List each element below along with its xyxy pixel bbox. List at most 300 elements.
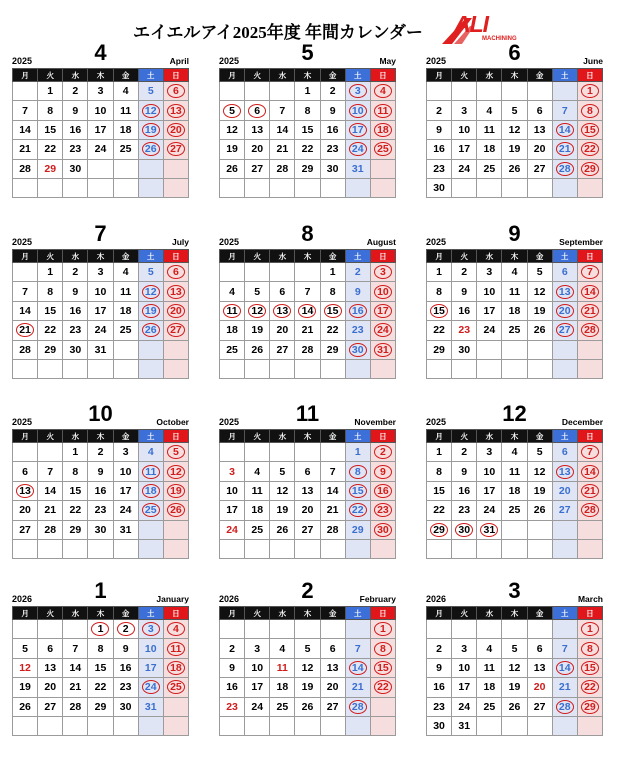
- day-cell: 24: [370, 321, 395, 340]
- day-cell: 2: [345, 263, 370, 282]
- day-cell: 17: [88, 120, 113, 139]
- empty-cell: [345, 178, 370, 197]
- day-cell: 25: [502, 501, 527, 520]
- day-cell: 29: [38, 340, 63, 359]
- day-cell: 17: [370, 301, 395, 320]
- week-row: [13, 159, 189, 178]
- empty-cell: [552, 178, 577, 197]
- empty-cell: [113, 159, 138, 178]
- holiday-circle: [581, 84, 599, 98]
- weekday-header: 日: [163, 69, 188, 82]
- month-calendar: [426, 221, 603, 379]
- empty-cell: [38, 178, 63, 197]
- day-cell: 4: [220, 282, 245, 301]
- empty-cell: [13, 539, 38, 558]
- month-year: 2025: [12, 237, 33, 247]
- empty-cell: [13, 82, 38, 101]
- day-cell: 1: [38, 82, 63, 101]
- weekday-header: 月: [427, 250, 452, 263]
- day-cell: 21: [38, 501, 63, 520]
- holiday-circle: [167, 304, 185, 318]
- day-cell: 14: [13, 301, 38, 320]
- weekday-header: 土: [345, 250, 370, 263]
- day-cell: 10: [138, 639, 163, 658]
- day-cell: 5: [502, 639, 527, 658]
- holiday-circle: [374, 265, 392, 279]
- holiday-circle: [581, 323, 599, 337]
- day-cell: 30: [63, 340, 88, 359]
- day-cell: 28: [552, 159, 577, 178]
- holiday-circle: [142, 104, 160, 118]
- day-cell: 22: [38, 321, 63, 340]
- day-cell: 27: [38, 697, 63, 716]
- month-table: [12, 68, 189, 198]
- month-english-name: November: [354, 417, 396, 427]
- empty-cell: [502, 178, 527, 197]
- holiday-circle: [167, 445, 185, 459]
- day-cell: 25: [245, 520, 270, 539]
- weekday-header: 月: [220, 430, 245, 443]
- holiday-circle: [167, 642, 185, 656]
- day-cell: 30: [320, 159, 345, 178]
- empty-cell: [427, 82, 452, 101]
- day-cell: 3: [138, 620, 163, 639]
- day-cell: 11: [113, 282, 138, 301]
- month-header: [12, 401, 189, 429]
- day-cell: 30: [452, 520, 477, 539]
- week-row: [427, 359, 603, 378]
- month-number: 3: [508, 578, 521, 603]
- weekday-header: 水: [63, 430, 88, 443]
- day-cell: 24: [113, 501, 138, 520]
- month-number: 6: [508, 40, 521, 65]
- day-cell: 28: [13, 340, 38, 359]
- day-cell: 7: [63, 639, 88, 658]
- day-cell: 3: [245, 639, 270, 658]
- month-table: [426, 68, 603, 198]
- day-cell: 4: [245, 462, 270, 481]
- day-cell: 29: [345, 520, 370, 539]
- holiday-circle: [556, 285, 574, 299]
- weekday-header: 土: [552, 430, 577, 443]
- month-year: 2025: [426, 237, 447, 247]
- holiday-circle: [581, 265, 599, 279]
- day-cell: 20: [163, 120, 188, 139]
- day-cell: 3: [345, 82, 370, 101]
- holiday-circle: [117, 622, 135, 636]
- day-cell: 7: [38, 462, 63, 481]
- holiday-circle: [374, 285, 392, 299]
- empty-cell: [38, 359, 63, 378]
- week-row: [220, 658, 396, 677]
- weekday-header: 水: [270, 430, 295, 443]
- holiday-circle: [581, 465, 599, 479]
- week-row: [220, 716, 396, 735]
- day-cell: 17: [345, 120, 370, 139]
- day-cell: 27: [163, 321, 188, 340]
- empty-cell: [245, 178, 270, 197]
- weekday-header: 水: [270, 69, 295, 82]
- day-cell: 5: [502, 101, 527, 120]
- weekday-header: 火: [452, 69, 477, 82]
- day-cell: 23: [63, 140, 88, 159]
- day-cell: 30: [113, 697, 138, 716]
- day-cell: 24: [477, 501, 502, 520]
- empty-cell: [452, 178, 477, 197]
- month-year: 2025: [426, 417, 447, 427]
- week-row: [13, 82, 189, 101]
- week-row: [13, 340, 189, 359]
- empty-cell: [320, 716, 345, 735]
- week-row: [13, 620, 189, 639]
- day-cell: 26: [527, 321, 552, 340]
- weekday-header: 水: [477, 607, 502, 620]
- week-row: [427, 443, 603, 462]
- week-row: [220, 481, 396, 500]
- day-cell: 7: [577, 443, 602, 462]
- empty-cell: [245, 620, 270, 639]
- day-cell: 5: [527, 263, 552, 282]
- holiday-circle: [556, 465, 574, 479]
- holiday-circle: [374, 642, 392, 656]
- weekday-header: 金: [113, 69, 138, 82]
- day-cell: 7: [270, 101, 295, 120]
- day-cell: 1: [345, 443, 370, 462]
- day-cell: 1: [320, 263, 345, 282]
- day-cell: 9: [320, 101, 345, 120]
- month-header: [219, 578, 396, 606]
- day-cell: 25: [138, 501, 163, 520]
- week-row: [13, 462, 189, 481]
- day-cell: 21: [13, 140, 38, 159]
- day-cell: 22: [577, 140, 602, 159]
- day-cell: 13: [163, 282, 188, 301]
- empty-cell: [270, 443, 295, 462]
- day-cell: 21: [552, 140, 577, 159]
- day-cell: 26: [295, 697, 320, 716]
- day-cell: 18: [477, 678, 502, 697]
- weekday-header: 火: [452, 430, 477, 443]
- day-cell: 10: [452, 120, 477, 139]
- day-cell: 23: [63, 321, 88, 340]
- day-cell: 19: [220, 140, 245, 159]
- day-cell: 25: [502, 321, 527, 340]
- empty-cell: [63, 539, 88, 558]
- day-cell: 8: [38, 101, 63, 120]
- week-row: [13, 178, 189, 197]
- empty-cell: [138, 178, 163, 197]
- empty-cell: [163, 159, 188, 178]
- day-cell: 8: [38, 282, 63, 301]
- day-cell: 31: [138, 697, 163, 716]
- weekday-header: 土: [138, 250, 163, 263]
- day-cell: 24: [88, 321, 113, 340]
- empty-cell: [502, 539, 527, 558]
- day-cell: 14: [345, 658, 370, 677]
- day-cell: 21: [577, 481, 602, 500]
- day-cell: 12: [527, 282, 552, 301]
- empty-cell: [502, 340, 527, 359]
- day-cell: 1: [38, 263, 63, 282]
- empty-cell: [220, 359, 245, 378]
- day-cell: 2: [452, 263, 477, 282]
- day-cell: 7: [577, 263, 602, 282]
- week-row: [13, 716, 189, 735]
- day-cell: 22: [345, 501, 370, 520]
- day-cell: 9: [370, 462, 395, 481]
- day-cell: 5: [138, 263, 163, 282]
- empty-cell: [270, 620, 295, 639]
- day-cell: 22: [38, 140, 63, 159]
- empty-cell: [295, 443, 320, 462]
- weekday-header: 土: [138, 430, 163, 443]
- day-cell: 12: [220, 120, 245, 139]
- weekday-header: 土: [345, 69, 370, 82]
- day-cell: 16: [88, 481, 113, 500]
- month-year: 2025: [219, 417, 240, 427]
- week-row: [13, 443, 189, 462]
- day-cell: 17: [220, 501, 245, 520]
- day-cell: 17: [477, 301, 502, 320]
- week-row: [427, 120, 603, 139]
- month-english-name: May: [379, 56, 396, 66]
- day-cell: 29: [295, 159, 320, 178]
- day-cell: 29: [320, 340, 345, 359]
- day-cell: 10: [477, 282, 502, 301]
- holiday-circle: [581, 661, 599, 675]
- holiday-circle: [91, 622, 109, 636]
- week-row: [427, 539, 603, 558]
- day-cell: 29: [427, 340, 452, 359]
- day-cell: 20: [163, 301, 188, 320]
- holiday-circle: [581, 304, 599, 318]
- holiday-circle: [556, 323, 574, 337]
- day-cell: 19: [138, 301, 163, 320]
- empty-cell: [452, 82, 477, 101]
- day-cell: 20: [270, 321, 295, 340]
- weekday-header: 金: [527, 250, 552, 263]
- week-row: [13, 301, 189, 320]
- weekday-header: 月: [13, 250, 38, 263]
- empty-cell: [13, 359, 38, 378]
- day-cell: 3: [370, 263, 395, 282]
- holiday-circle: [430, 523, 448, 537]
- empty-cell: [527, 539, 552, 558]
- day-cell: 14: [270, 120, 295, 139]
- day-cell: 24: [138, 678, 163, 697]
- weekday-header: 木: [88, 69, 113, 82]
- day-cell: 28: [577, 501, 602, 520]
- day-cell: 12: [163, 462, 188, 481]
- empty-cell: [345, 539, 370, 558]
- day-cell: 11: [502, 462, 527, 481]
- week-row: [220, 101, 396, 120]
- holiday-circle: [581, 123, 599, 137]
- holiday-circle: [142, 123, 160, 137]
- day-cell: 21: [577, 301, 602, 320]
- holiday-circle: [142, 680, 160, 694]
- weekday-header: 土: [345, 607, 370, 620]
- month-calendar: [12, 401, 189, 559]
- day-cell: 17: [113, 481, 138, 500]
- empty-cell: [552, 520, 577, 539]
- day-cell: 21: [295, 321, 320, 340]
- day-cell: 11: [477, 658, 502, 677]
- holiday-circle: [167, 265, 185, 279]
- holiday-circle: [349, 465, 367, 479]
- day-cell: 8: [88, 639, 113, 658]
- day-cell: 21: [270, 140, 295, 159]
- day-cell: 16: [427, 140, 452, 159]
- month-english-name: January: [156, 594, 189, 604]
- day-cell: 7: [345, 639, 370, 658]
- empty-cell: [370, 539, 395, 558]
- month-table: [426, 606, 603, 736]
- empty-cell: [138, 159, 163, 178]
- empty-cell: [345, 359, 370, 378]
- day-cell: 7: [320, 462, 345, 481]
- holiday-circle: [298, 304, 316, 318]
- day-cell: 7: [552, 639, 577, 658]
- day-cell: 1: [88, 620, 113, 639]
- holiday-circle: [556, 661, 574, 675]
- weekday-header: 木: [88, 607, 113, 620]
- day-cell: 9: [427, 658, 452, 677]
- day-cell: 30: [88, 520, 113, 539]
- day-cell: 20: [320, 678, 345, 697]
- day-cell: 18: [370, 120, 395, 139]
- day-cell: 19: [502, 140, 527, 159]
- day-cell: 8: [370, 639, 395, 658]
- holiday-circle: [16, 323, 34, 337]
- holiday-circle: [142, 503, 160, 517]
- day-cell: 18: [502, 301, 527, 320]
- day-cell: 1: [577, 620, 602, 639]
- holiday-circle: [581, 285, 599, 299]
- weekday-header: 月: [13, 430, 38, 443]
- empty-cell: [502, 359, 527, 378]
- day-cell: 28: [320, 520, 345, 539]
- week-row: [427, 321, 603, 340]
- holiday-circle: [324, 304, 342, 318]
- day-cell: 1: [295, 82, 320, 101]
- day-cell: 4: [270, 639, 295, 658]
- week-row: [220, 639, 396, 658]
- day-cell: 6: [163, 263, 188, 282]
- day-cell: 26: [502, 697, 527, 716]
- day-cell: 16: [63, 120, 88, 139]
- holiday-circle: [581, 445, 599, 459]
- weekday-header: 火: [38, 250, 63, 263]
- month-header: [219, 401, 396, 429]
- empty-cell: [452, 539, 477, 558]
- day-cell: 13: [270, 301, 295, 320]
- day-cell: 13: [552, 282, 577, 301]
- holiday-circle: [374, 142, 392, 156]
- holiday-circle: [374, 503, 392, 517]
- day-cell: 7: [13, 101, 38, 120]
- weekday-header: 木: [88, 250, 113, 263]
- day-cell: 2: [320, 82, 345, 101]
- day-cell: 6: [163, 82, 188, 101]
- month-english-name: March: [577, 594, 603, 604]
- day-cell: 9: [452, 462, 477, 481]
- day-cell: 3: [477, 263, 502, 282]
- month-calendar: [12, 221, 189, 379]
- page-title: エイエルアイ2025年度 年間カレンダー: [133, 23, 423, 42]
- day-cell: 26: [245, 340, 270, 359]
- day-cell: 6: [270, 282, 295, 301]
- day-cell: 20: [527, 140, 552, 159]
- day-cell: 23: [220, 697, 245, 716]
- day-cell: 4: [163, 620, 188, 639]
- day-cell: 4: [113, 263, 138, 282]
- empty-cell: [63, 178, 88, 197]
- week-row: [13, 501, 189, 520]
- day-cell: 18: [113, 120, 138, 139]
- weekday-header: 木: [295, 607, 320, 620]
- empty-cell: [63, 620, 88, 639]
- week-row: [220, 178, 396, 197]
- holiday-circle: [349, 84, 367, 98]
- day-cell: 12: [245, 301, 270, 320]
- empty-cell: [270, 539, 295, 558]
- day-cell: 10: [345, 101, 370, 120]
- day-cell: 8: [427, 462, 452, 481]
- weekday-header: 火: [245, 69, 270, 82]
- weekday-header: 木: [502, 69, 527, 82]
- weekday-header: 火: [245, 430, 270, 443]
- day-cell: 10: [88, 101, 113, 120]
- empty-cell: [577, 539, 602, 558]
- empty-cell: [345, 716, 370, 735]
- empty-cell: [38, 716, 63, 735]
- empty-cell: [320, 443, 345, 462]
- week-row: [220, 140, 396, 159]
- day-cell: 22: [88, 678, 113, 697]
- month-header: [426, 221, 603, 249]
- month-header: [12, 40, 189, 68]
- week-row: [427, 101, 603, 120]
- weekday-header: 金: [113, 607, 138, 620]
- day-cell: 25: [220, 340, 245, 359]
- day-cell: 23: [452, 501, 477, 520]
- empty-cell: [245, 443, 270, 462]
- week-row: [13, 639, 189, 658]
- week-row: [13, 321, 189, 340]
- day-cell: 31: [477, 520, 502, 539]
- day-cell: 15: [63, 481, 88, 500]
- day-cell: 1: [577, 82, 602, 101]
- day-cell: 6: [320, 639, 345, 658]
- empty-cell: [220, 716, 245, 735]
- empty-cell: [245, 716, 270, 735]
- weekday-header: 日: [163, 607, 188, 620]
- day-cell: 31: [452, 716, 477, 735]
- day-cell: 18: [113, 301, 138, 320]
- week-row: [220, 359, 396, 378]
- day-cell: 3: [452, 101, 477, 120]
- holiday-circle: [581, 642, 599, 656]
- day-cell: 2: [220, 639, 245, 658]
- week-row: [427, 140, 603, 159]
- day-cell: 6: [245, 101, 270, 120]
- day-cell: 19: [270, 501, 295, 520]
- day-cell: 12: [138, 282, 163, 301]
- day-cell: 4: [502, 263, 527, 282]
- day-cell: 25: [270, 697, 295, 716]
- day-cell: 16: [427, 678, 452, 697]
